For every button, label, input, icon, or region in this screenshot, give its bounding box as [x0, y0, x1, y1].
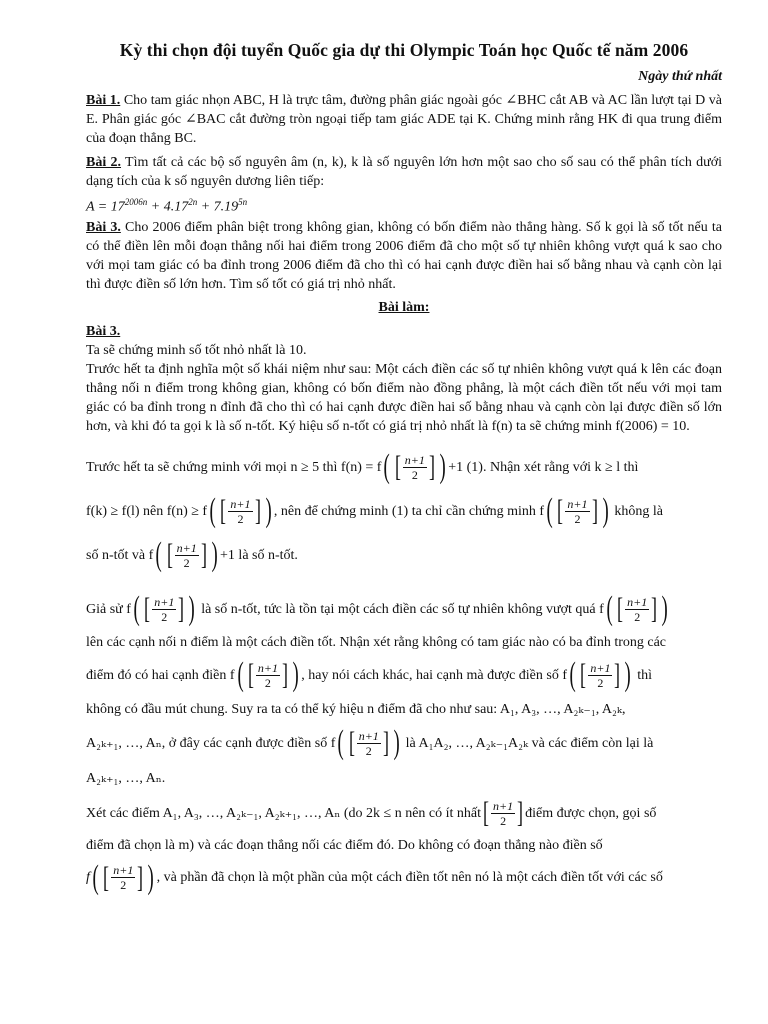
solution-line-1: Trước hết ta sẽ chứng minh với mọi n ≥ 5 thì f(n) = f ( [ $\frac{n+1}{2}$ ] ) +1 (1). Nhận xét rằng với k ≥ l thì: [86, 448, 639, 486]
solution-line-11: điểm đã chọn là m) và các đoạn thẳng nối các điểm đó. Do không có đoạn thẳng nào điền số: [86, 837, 603, 853]
problem-1: [86, 91, 722, 148]
solution-line-12: f ( [ $\frac{n+1}{2}$ ] ) , và phần đã chọn là một phần của một cách điền tốt nên nó là một cách điền tốt với các số: [86, 856, 722, 900]
problem-2-label: Bài 2.: [86, 155, 122, 170]
floor-fraction: [ $\frac{n+1}{2}$ ]: [483, 796, 524, 830]
floor-fraction: f ( [ $\frac{n+1}{2}$ ] ): [86, 858, 155, 896]
solution-line-9: A₂ₖ₊₁, …, Aₙ.: [86, 770, 166, 786]
solution-line-4: Giả sử f ( [ $\frac{n+1}{2}$ ] ) là số n-tốt, tức là tồn tại một cách điền các số tự nhiên không vượt quá f ( [ $\frac{n+1}{2}$ ] ): [86, 588, 722, 632]
problem-2-text: Tìm tất cả các bộ số nguyên âm (n, k), k là số nguyên lớn hơn một sao cho số sau có thể phân tích dưới dạng tích của k số nguyên dương liên tiếp:: [86, 155, 722, 189]
solution-claim: Ta sẽ chứng minh số tốt nhỏ nhất là 10.: [86, 342, 307, 358]
floor-fraction: ( [ $\frac{n+1}{2}$ ] ): [209, 492, 272, 530]
floor-fraction: ( [ $\frac{n+1}{2}$ ] ): [133, 590, 196, 628]
solution-line-8: A₂ₖ₊₁, …, Aₙ, ở đây các cạnh được điền số f ( [ $\frac{n+1}{2}$ ] ) là A₁A₂, …, A₂ₖ₋₁A₂ₖ và các điểm còn lại là: [86, 724, 654, 762]
problem-1-label: Bài 1.: [86, 93, 121, 108]
floor-fraction: ( [ $\frac{n+1}{2}$ ] ): [384, 448, 446, 486]
page-title: Kỳ thi chọn đội tuyển Quốc gia dự thi Olympic Toán học Quốc tế năm 2006: [119, 40, 689, 60]
problem-1-text: Cho tam giác nhọn ABC, H là trực tâm, đường phân giác ngoài góc ∠BHC cắt AB và AC lần lượt tại D và E. Phân giác góc ∠BAC cắt đường tròn ngoại tiếp tam giác ADE tại K. Chứng minh rằng HK đi qua trung điểm của đoạn thẳng BC.: [86, 93, 722, 146]
document-page: [86, 40, 722, 900]
problem-3-label: Bài 3.: [86, 219, 121, 235]
solution-definition: Trước hết ta định nghĩa một số khái niệm như sau: Một cách điền các số tự nhiên không vượt quá k lên các đoạn thẳng nối n điểm trong không gian, không có bốn điểm nào đồng phẳng, là một cách điền tốt nếu với mọi tam giác có ba đỉnh trong n đỉnh đã cho thì có hai cạnh được điền hai số bằng nhau và cạnh còn lại được điền số lớn hơn, và khi đó ta gọi k là số n-tốt. Ký hiệu số n-tốt có giá trị nhỏ nhất là f(n) ta sẽ chứng minh f(2006) = 10.: [86, 361, 722, 434]
floor-fraction: ( [ $\frac{n+1}{2}$ ] ): [155, 536, 218, 574]
solution-subheading: Bài 3.: [86, 323, 121, 339]
problem-2-formula: $A = 17^{2006n} + 4.17^{2n} + 7.19^{5n}$: [86, 197, 248, 215]
floor-fraction: ( [ $\frac{n+1}{2}$ ] ): [606, 590, 669, 628]
problem-3: [86, 218, 722, 294]
solution-line-2: f(k) ≥ f(l) nên f(n) ≥ f ( [ $\frac{n+1}{2}$ ] ) , nên để chứng minh (1) ta chỉ cần chứng minh f ( [ $\frac{n+1}{2}$ ] ) không là: [86, 492, 663, 530]
solution-line-7: không có đầu mút chung. Suy ra ta có thể ký hiệu n điểm đã cho như sau: A₁, A₃, …, A₂ₖ₋₁, A₂ₖ,: [86, 701, 626, 717]
page-subtitle: Ngày thứ nhất: [638, 69, 722, 84]
solution-line-3: số n-tốt và f ( [ $\frac{n+1}{2}$ ] ) +1 là số n-tốt.: [86, 536, 298, 574]
floor-fraction: ( [ $\frac{n+1}{2}$ ] ): [546, 492, 609, 530]
problem-3-text: Cho 2006 điểm phân biệt trong không gian, không có bốn điểm nào thẳng hàng. Số k gọi là số tốt nếu ta có thể điền lên mỗi đoạn thẳng nối hai điểm trong 2006 điểm đã cho một số tự nhiên không vượt quá k sao cho với mọi tam giác có ba đỉnh trong 2006 điểm đã cho thì có hai cạnh được điền hai số bằng nhau và cạnh còn lại thì được điền số lớn hơn. Tìm số tốt có giá trị nhỏ nhất.: [86, 219, 722, 292]
problem-2: [86, 153, 722, 191]
solution-heading: Bài làm:: [378, 299, 430, 315]
solution-line-6: điểm đó có hai cạnh điền f ( [ $\frac{n+1}{2}$ ] ) , hay nói cách khác, hai cạnh mà được điền số f ( [ $\frac{n+1}{2}$ ] ) thì: [86, 656, 653, 694]
solution-line-10: Xét các điểm A₁, A₃, …, A₂ₖ₋₁, A₂ₖ₊₁, …, Aₙ (do 2k ≤ n nên có ít nhất [ $\frac{n+1}{2}$ ] điểm được chọn, gọi số: [86, 796, 657, 830]
floor-fraction: ( [ $\frac{n+1}{2}$ ] ): [569, 656, 632, 694]
floor-fraction: ( [ $\frac{n+1}{2}$ ] ): [337, 724, 400, 762]
floor-fraction: ( [ $\frac{n+1}{2}$ ] ): [237, 656, 299, 694]
solution-line-5: lên các cạnh nối n điểm là một cách điền tốt. Nhận xét rằng không có tam giác nào có ba đỉnh trong các: [86, 634, 667, 650]
